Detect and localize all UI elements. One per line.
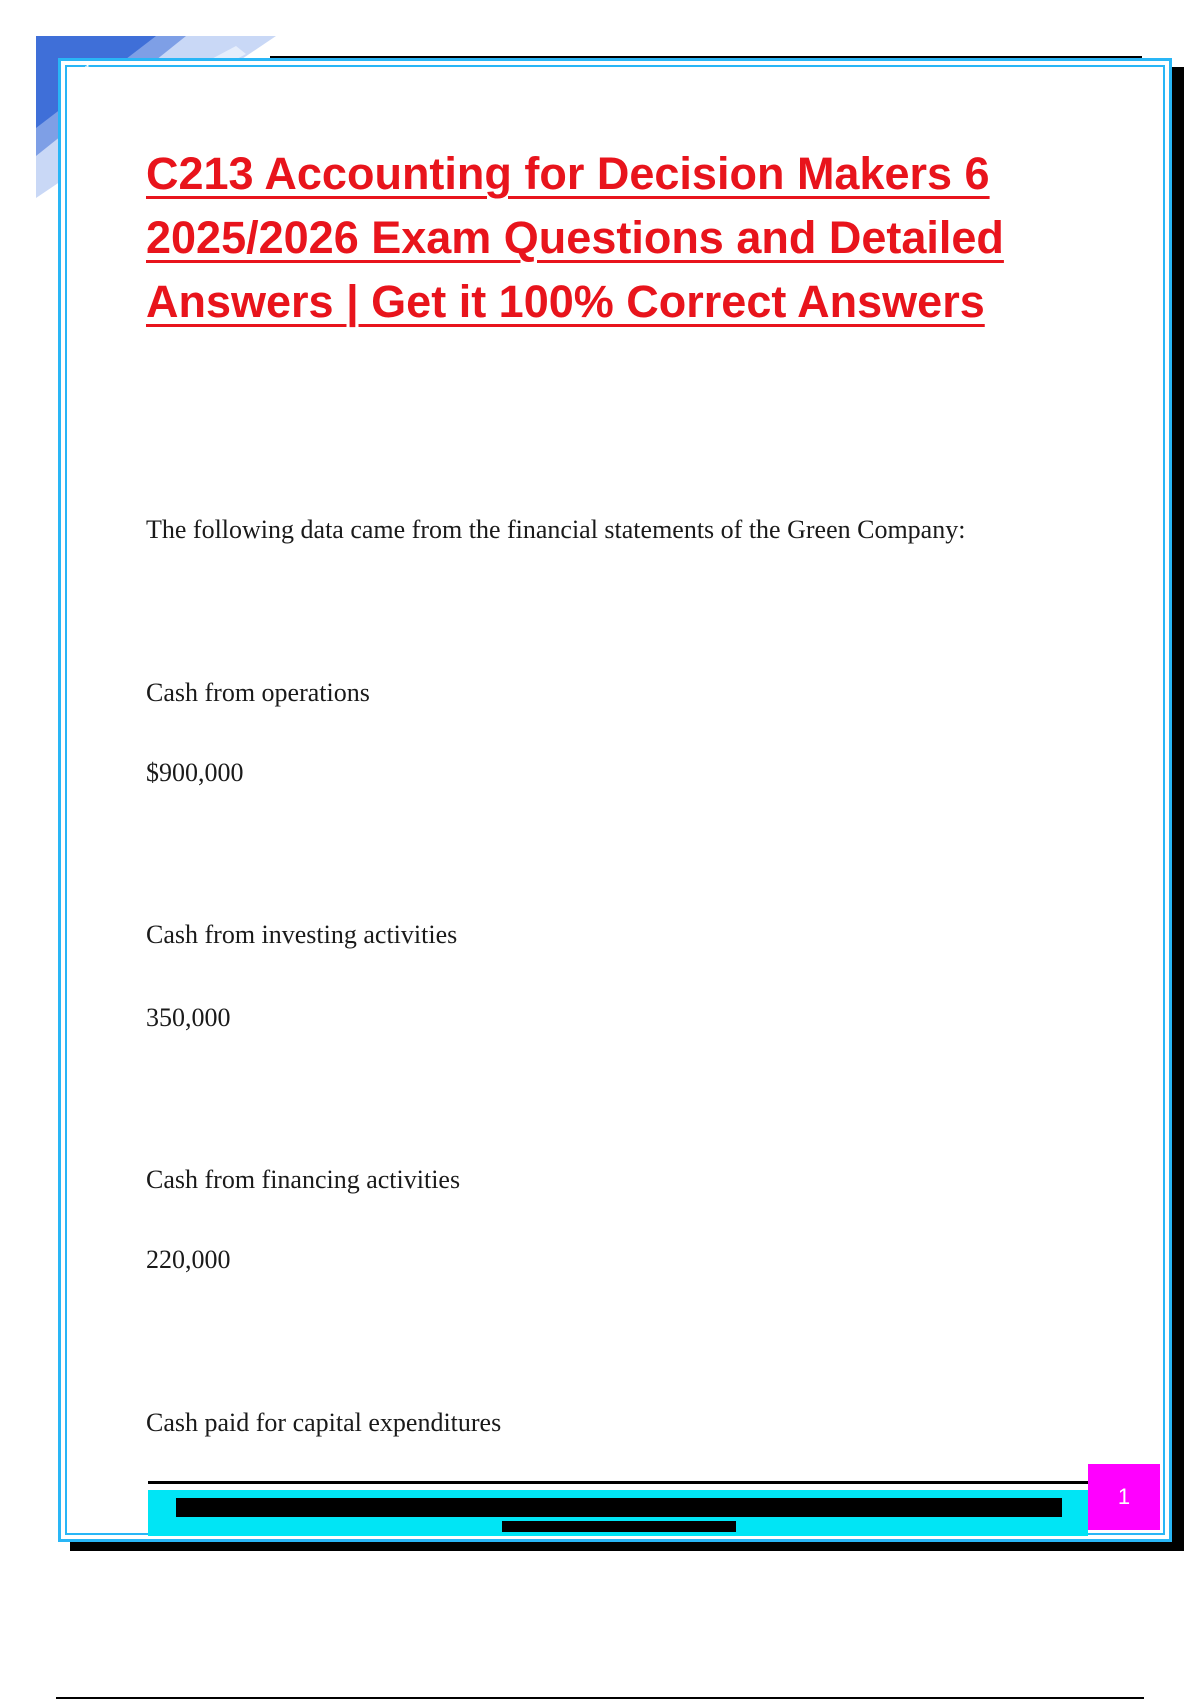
item-label-cash-from-investing: Cash from investing activities [146,920,458,949]
footer-bar [176,1498,1062,1517]
item-value-cash-from-investing: 350,000 [146,1003,231,1032]
next-page-rule [56,1697,1144,1699]
intro-text: The following data came from the financial statements of the Green Company: [146,515,966,544]
document-title: C213 Accounting for Decision Makers 6 2025/2026 Exam Questions and Detailed Answers | Get it 100% Correct Answers [146,148,1004,327]
item-value-cash-from-financing: 220,000 [146,1245,231,1274]
item-label-cash-from-financing: Cash from financing activities [146,1165,461,1194]
corner-page-mark: 1 [84,62,92,77]
item-value-cash-from-operations: $900,000 [146,758,244,787]
page-number: 1 [1117,1484,1131,1509]
page-number-badge [1088,1464,1160,1530]
footer-bar-small [502,1521,736,1532]
footer-rule [148,1481,1088,1484]
item-label-cash-from-operations: Cash from operations [146,678,370,707]
item-label-cash-paid-capex: Cash paid for capital expenditures [146,1408,502,1437]
